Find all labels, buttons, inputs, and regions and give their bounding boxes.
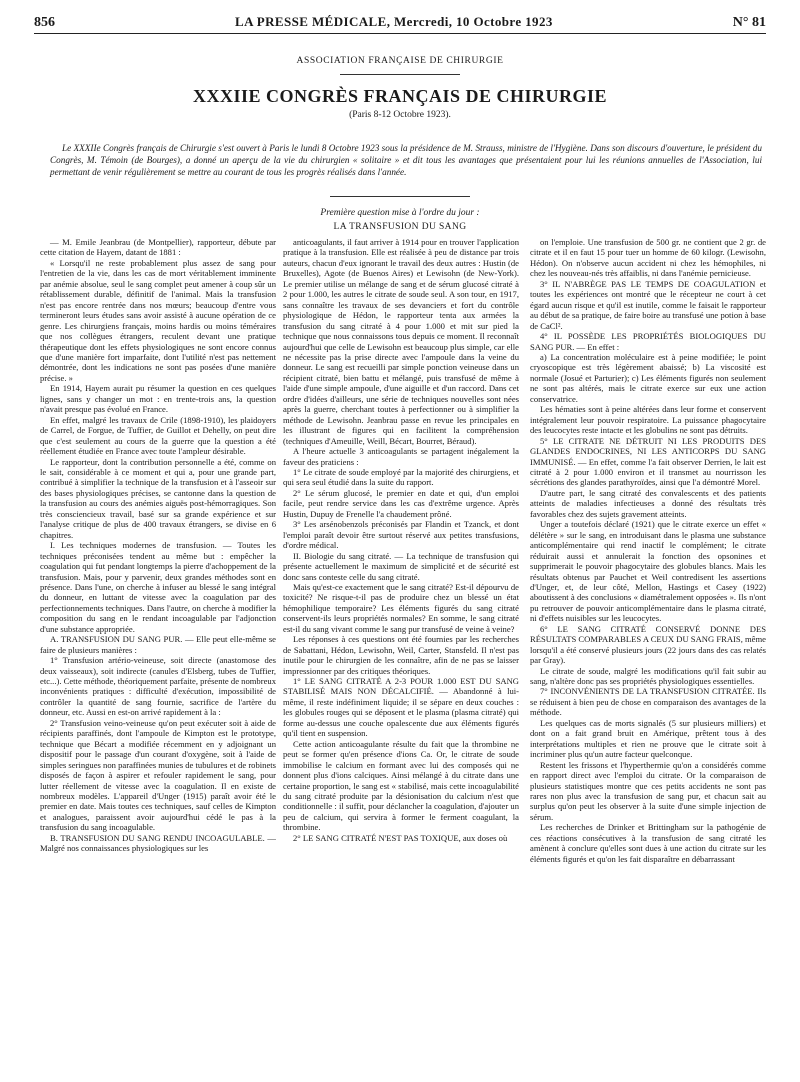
paragraph: 3° IL N'ABRÈGE PAS LE TEMPS DE COAGULATION et toutes les expériences ont montré que le récepteur ne court à cet égard aucun risque et qu'il est inutile, comme le faisait le rapporteur au début de sa pratique, de faire boire au transfusé une potion à base de CaCl². (530, 278, 766, 331)
journal-name: LA PRESSE MÉDICALE, (235, 14, 391, 29)
paragraph: 2° LE SANG CITRATÉ N'EST PAS TOXIQUE, aux doses où (293, 832, 508, 843)
paragraph: Les recherches de Drinker et Brittingham sur la pathogénie de ces réactions consécutives à la transfusion de sang citraté les amènent à conclure qu'elles sont dues à une action du citrate sur les éléments figurés et qu'on les fait disparaître en débarrassant (530, 822, 766, 864)
paragraph: En 1914, Hayem aurait pu résumer la question en ces quelques lignes, sans y changer un mot : en trente-trois ans, la question n'avait presque pas évolué en France. (40, 383, 276, 415)
intro-paragraph: Le XXXIIe Congrès français de Chirurgie s'est ouvert à Paris le lundi 8 Octobre 1923 sous la présidence de M. Strauss, ministre de l'Hygiène. Dans son discours d'ouverture, le président du Congrès, M. Témoin (de Bourges), a donné un aperçu de la vie du chirurgien « solitaire » et dit tous les avantages que présentaient pour lui les réunions annuelles de l'Association, lui permettant de venir régulièrement se mettre au courant de tous les progrès réalisés dans l'année. (50, 143, 762, 177)
paragraph: Cette action anticoagulante résulte du fait que la thrombine ne peut se former qu'en présence d'ions Ca. Or, le citrate de soude immobilise le calcium en formant avec lui des composés qui ne donnent plus d'ions calciques. Ainsi mélangé à du citrate dans une certaine proportion, le sang est « stabilisé, mais cette incoagulabilité du sang citraté produite par la désionisation du calcium n'est que conditionnelle : il suffit, pour déclancher la coagulation, d'ajouter un peu de calcium, qui servira à former le ferment coagulant, la thrombine. (283, 738, 519, 833)
paragraph: II. Biologie du sang citraté. — La technique de transfusion qui présente actuellement le maximum de simplicité et de sécurité est donc sans conteste celle du sang citraté. (283, 550, 519, 582)
question-line: Première question mise à l'ordre du jour : (320, 208, 480, 218)
paragraph: Restent les frissons et l'hyperthermie qu'on a considérés comme en rapport direct avec l'emploi du citrate. Or la comparaison de plusieurs statistiques montre que ces petits accidents ne sont pas rares non plus avec la transfusion de sang pur, et chacun sait au surplus qu'on peut les observer à la suite d'une simple injection de sérum. (530, 759, 766, 822)
paragraph: B. TRANSFUSION DU SANG RENDU INCOAGULABLE. — Malgré nos connaissances physiologiques sur les (40, 832, 276, 854)
issue-number: N° 81 (732, 15, 766, 30)
paragraph: A l'heure actuelle 3 anticoagulants se partagent inégalement la faveur des praticiens : (283, 446, 519, 467)
page-number: 856 (34, 15, 55, 30)
paragraph: Unger a toutefois déclaré (1921) que le citrate exerce un effet « délétère » sur le sang, en introduisant dans le plasma une substance anticomplémentaire qui rend inactif le complément; le citrate réduirait aussi et annulerait la fonction des opsonines et supprimerait le pouvoir phagocytaire des globules blancs. Mais les résultats obtenus par Pauchet et Weil contredisent les assertions d'Unger, et, de leur côté, Mellon, Hastings et Casey (1922) aboutissent à des conclusions « diamétralement opposées ». Ils n'ont pu retrouver de pouvoir anticomplémentaire dans le plasma citraté, ni d'effets nuisibles sur les leucocytes. (530, 519, 766, 624)
paragraph: I. Les techniques modernes de transfusion. — Toutes les techniques préconisées tendent au même but : empêcher la coagulation qui fut pendant longtemps la pierre d'achoppement de la transfusion. Mais, pour y parvenir, deux grandes méthodes sont en présence. Dans l'une, on cherche à infuser au blessé le sang intégral du donneur, en luttant de vitesse avec la coagulation par des perfectionnements techniques. Dans l'autre, on cherche à modifier la composition du sang en le rendant incoagulable par l'adjonction d'une substance appropriée. (40, 540, 276, 634)
running-header (34, 14, 766, 34)
paragraph: Mais qu'est-ce exactement que le sang citraté? Est-il dépourvu de toxicité? Ne risque-t-il pas de produire chez un blessé un état hémophilique temporaire? Les éléments figurés du sang citraté conservent-ils leurs propriétés normales? En somme, le sang citraté est-il du sang vivant comme le sang pur transfusé de veine à veine? (283, 581, 519, 634)
journal-title (235, 14, 553, 30)
paragraph: — M. Emile Jeanbrau (de Montpellier), rapporteur, débute par cette citation de Hayem, datant de 1881 : (40, 237, 276, 258)
paragraph: 5° LE CITRATE NE DÉTRUIT NI LES PRODUITS DES GLANDES ENDOCRINES, NI LES ANTICORPS DU SANG IMMUNISÉ. — En effet, comme l'a fait observer Derrien, le lait est citraté à 2 pour 1.000 environ et il transmet au nourrisson les sécrétions des glandes parathyroïdes, ainsi que l'a démontré Morel. (530, 435, 766, 488)
text-column-2 (283, 237, 519, 1067)
congress-title: XXXIIE CONGRÈS FRANÇAIS DE CHIRURGIE (192, 86, 608, 106)
paragraph: Les hématies sont à peine altérées dans leur forme et conservent intégralement leur pouvoir respiratoire. La puissance phagocytaire des leucocytes reste intacte et les globulins ne sont pas détruits. (530, 404, 766, 436)
paragraph: anticoagulants, il faut arriver à 1914 pour en trouver l'application pratique à la transfusion. Elle est réalisée à peu de distance par trois auteurs, chacun d'eux ignorant le travail des deux autres : Hustin (de Bruxelles), Agote (de Buenos Aires) et Lewisohn (de New-York). Le premier utilise un mélange de sang et de sérum glucosé citraté à 2 pour 1.000, les autres le citrate de soude seul. A son tour, en 1917, sans connaître les travaux de ses devanciers et fort du contrôle physiologique de Hédon, le rapporteur tenta aux armées la transfusion du sang citraté à 4 pour 1.000 et mit sur pied la technique que nous connaissons tous depuis ce moment. Il reconnaît aujourd'hui que celle de Lewisohn est beaucoup plus simple, car elle ne nécessite pas la prise directe avec l'ampoule dans la veine du donneur. Le sang est recueilli par simple ponction veineuse dans un récipient citraté, bien battu et mélangé, puis transfusé de même à l'aide d'une simple ampoule, d'une aiguille et d'un raccord. Dans cet ordre d'idées d'ailleurs, une série de techniques nouvelles sont nées après la guerre, cherchant toutes à perfectionner ou à simplifier la méthode de Lewisohn. Jeanbrau passe en revue les principales en les illustrant de figures qui en facilitent la compréhension (techniques d'Ameuille, Weill, Bécart, Bourret, Béraud). (283, 237, 519, 446)
paragraph: a) La concentration moléculaire est à peine modifiée; le point cryoscopique est très légèrement abaissé; b) La viscosité est normale (Josué et Parturier); c) Les éléments figurés non seulement ne sont pas altérés, mais le citrate exerce sur eux une action conservatrice. (530, 351, 766, 404)
text-column-3 (530, 237, 766, 1067)
paragraph: « Lorsqu'il ne reste probablement plus assez de sang pour l'entretien de la vie, dans les cas de mort véritablement imminente par anémie absolue, seul le sang complet peut amener à coup sûr un rétablissement durable, définitif de l'animal. Mais la transfusion n'est pas encore rentrée dans nos mœurs; beaucoup d'entre vous termineront leurs études sans avoir assisté à aucune opération de ce genre. Les chirurgiens français, moins hardis ou moins téméraires que nos collègues étrangers, reculent devant une pratique thérapeutique dont les effets physiologiques ne sont encore connus que d'une manière fort imparfaite, dont l'utilité n'est pas nettement démontrée, dont les indications ne sont pas posées d'une manière précise. » (40, 257, 276, 383)
text-column-1 (40, 237, 276, 1067)
paragraph: Les quelques cas de morts signalés (5 sur plusieurs milliers) et dont on a fait grand bruit en Amérique, prêtent tous à des interprétations multiples et rien ne prouve que le citrate soit à incriminer plus qu'un autre facteur quelconque. (530, 717, 766, 760)
paragraph: Le rapporteur, dont la contribution personnelle a été, comme on le sait, considérable à ce moment et qui a, pour une grande part, contribué à simplifier la technique de la transfusion et à l'asseoir sur des bases physiologiques précises, se cantonne dans la question de la transfusion au cours des anémies aiguës post-hémorragiques. Son très consciencieux travail, basé sur sa grande expérience et sur l'analyse critique de plus de 400 travaux étrangers, se divise en 6 chapitres. (40, 456, 276, 540)
paragraph: Les réponses à ces questions ont été fournies par les recherches de Sabattani, Hédon, Lewisohn, Weil, Carter, Stansfeld. Il n'est pas inutile pour le chirurgien de les connaître, afin de ne pas se laisser impressionner par des critiques théoriques. (283, 634, 519, 676)
paragraph: 2° Le sérum glucosé, le premier en date et qui, d'un emploi facile, peut rendre service dans les cas d'extrême urgence. Après Hustin, Dupuy de Frenelle l'a chaudement prôné. (283, 487, 519, 519)
paragraph: 1° Transfusion artério-veineuse, soit directe (anastomose des deux vaisseaux), soit indirecte (canules d'Elsberg, tubes de Tuffier, etc...). Cette méthode, théoriquement parfaite, présente de nombreux inconvénients pratiques : difficulté d'exécution, impossibilité de contrôler la quantité de sang fournie, sacrifice de l'artère du donneur, etc. Aussi en est-on arrivé rapidement à la : (40, 655, 276, 718)
divider (330, 196, 470, 197)
paragraph: on l'emploie. Une transfusion de 500 gr. ne contient que 2 gr. de citrate et il en faut 15 pour tuer un homme de 60 kilogr. (Lewisohn, Hédon). On n'observe aucun accident ni chez les hémophiles, ni chez les nouveau-nés très affaiblis, ni dans l'anémie pernicieuse. (530, 237, 766, 279)
topic-heading: LA TRANSFUSION DU SANG (333, 222, 467, 232)
paragraph: 6° LE SANG CITRATÉ CONSERVÉ DONNE DES RÉSULTATS COMPARABLES A CEUX DU SANG FRAIS, même lorsqu'il a été conservé plusieurs jours (22 jours dans des cas relatés par Gray). (530, 623, 766, 666)
association-name: ASSOCIATION FRANÇAISE DE CHIRURGIE (296, 56, 504, 66)
paragraph: En effet, malgré les travaux de Crile (1898-1910), les plaidoyers de Carrel, de Forgue, de Tuffier, de Guillot et Dehelly, on peut dire que c'est seulement au cours de la guerre que la question a été réellement étudiée en France avec toute l'ampleur désirable. (40, 414, 276, 457)
paragraph: Le citrate de soude, malgré les modifications qu'il fait subir au sang, n'altère donc pas ses propriétés physiologiques essentielles. (530, 665, 766, 687)
paragraph: 2° Transfusion veino-veineuse qu'on peut exécuter soit à aide de récipients paraffinés, dont l'ampoule de Kimpton est le prototype, technique que Bécart a modifiée récemment en y adjoignant un dispositif pour le passage d'un courant d'oxygène, soit à l'aide de simples seringues non paraffinées munies de tubulures et de robinets disposés de façon à aspirer et refouler rapidement le sang, pour lutter réellement de vitesse avec la coagulation. Il en existe de nombreux modèles. L'appareil d'Unger (1915) paraît avoir été le premier en date. Mais toutes ces techniques, sauf celles de Kimpton et analogues, paraissent avoir aujourd'hui cédé le pas à la transfusion du sang incoagulable. (40, 717, 276, 833)
congress-dates: (Paris 8-12 Octobre 1923). (349, 110, 451, 120)
paragraph: 3° Les arsénobenzols préconisés par Flandin et Tzanck, et dont l'emploi paraît devoir être surtout réservé aux petites transfusions, d'ordre médical. (283, 519, 519, 551)
paragraph: 7° INCONVÉNIENTS DE LA TRANSFUSION CITRATÉE. Ils se réduisent à bien peu de chose en comparaison des avantages de la méthode. (530, 686, 766, 718)
paragraph: A. TRANSFUSION DU SANG PUR. — Elle peut elle-même se faire de plusieurs manières : (40, 634, 276, 655)
divider (340, 74, 460, 75)
paragraph: D'autre part, le sang citraté des convalescents et des patients atteints de maladies infectieuses a donné des résultats très favorables chez des sujets gravement atteints. (530, 487, 766, 519)
issue-date: Mercredi, 10 Octobre 1923 (394, 14, 553, 29)
paragraph: 1° Le citrate de soude employé par la majorité des chirurgiens, et qui sera seul étudié dans la suite du rapport. (283, 466, 519, 488)
paragraph: 4° IL POSSÈDE LES PROPRIÉTÉS BIOLOGIQUES DU SANG PUR. — En effet : (530, 331, 766, 352)
paragraph: 1° LE SANG CITRATÉ A 2-3 POUR 1.000 EST DU SANG STABILISÉ MAIS NON DÉCALCIFIÉ. — Abandonné à lui-même, il reste indéfiniment liquide; il se sépare en deux couches : les globules rouges qui se déposent et le plasma (plasma citraté) qui forme au-dessus une couche opalescente due aux éléments figurés qu'il tient en suspension. (283, 676, 519, 739)
